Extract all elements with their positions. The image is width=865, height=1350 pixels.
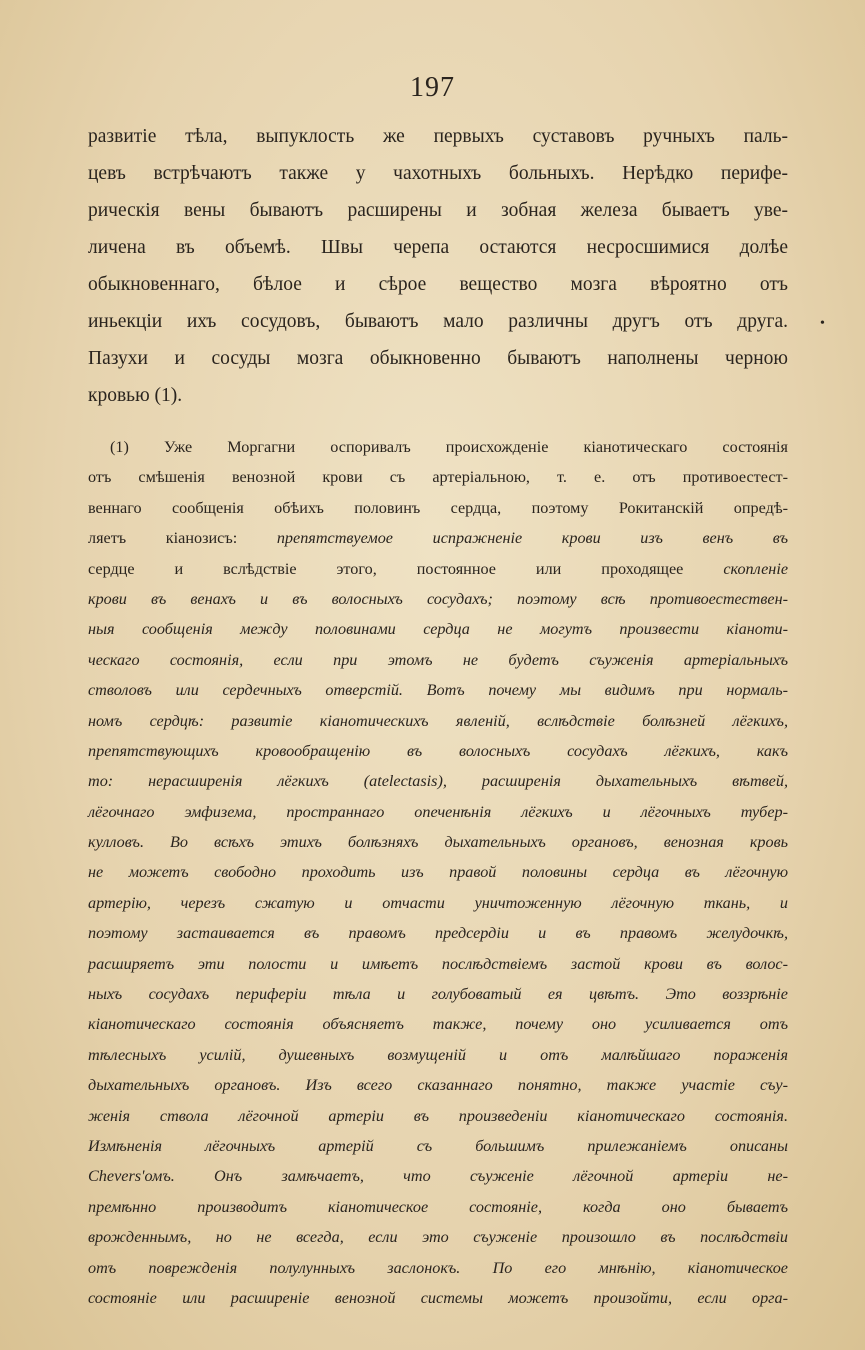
main-text-line: кровью (1).	[88, 385, 183, 406]
footnote-line: кулловъ. Во всѣхъ этихъ болѣзняхъ дыхательныхъ органовъ, венозная кровь	[88, 833, 788, 852]
footnote-line: женія ствола лёгочной артеріи въ произведеніи кіанотическаго состоянія.	[88, 1106, 788, 1125]
footnote-line: отъ смѣшенія венозной крови съ артеріальною, т. е. отъ противоестест-	[88, 468, 788, 487]
footnote-line: отъ поврежденія полулунныхъ заслонокъ. По его мнѣнію, кіанотическое	[88, 1258, 788, 1277]
footnote-line: сердце и вслѣдствіе этого, постоянное или проходящее скопленіе	[88, 559, 789, 578]
main-text-line: развитіе тѣла, выпуклость же первыхъ суставовъ ручныхъ паль-	[88, 126, 788, 147]
footnote-line: Измѣненія лёгочныхъ артерій съ большимъ прилежаніемъ описаны	[88, 1136, 788, 1155]
footnote-line: Chevers'омъ. Онъ замѣчаетъ, что съуженіе лёгочной артеріи не-	[88, 1167, 788, 1186]
main-text-line: личена въ объемѣ. Швы черепа остаются несросшимися долѣе	[88, 237, 788, 258]
footnote-line: кіанотическаго состоянія объясняетъ также, почему оно усиливается отъ	[88, 1015, 788, 1034]
footnote-line: премѣнно производитъ кіанотическое состояніе, когда оно бываетъ	[88, 1197, 788, 1216]
footnote-line: расширяетъ эти полости и имѣетъ послѣдствіемъ застой крови въ волос-	[88, 954, 788, 973]
footnote-line: номъ сердцѣ: развитіе кіанотическихъ явленій, вслѣдствіе болѣзней лёгкихъ,	[88, 711, 788, 730]
footnote-line: стволовъ или сердечныхъ отверстій. Вотъ почему мы видимъ при нормаль-	[88, 681, 788, 700]
footnote-line: (1) Уже Моргагни оспоривалъ происхожденіе кіанотическаго состоянія	[110, 438, 788, 456]
footnote-line: крови въ венахъ и въ волосныхъ сосудахъ; поэтому всѣ противоестествен-	[88, 589, 788, 608]
margin-dot: •	[820, 316, 825, 331]
footnote-line: состояніе или расширеніе венозной системы можетъ произойти, если орга-	[88, 1288, 788, 1307]
main-text-line: цевъ встрѣчаютъ также у чахотныхъ больныхъ. Нерѣдко перифе-	[88, 163, 788, 184]
main-text	[88, 118, 788, 414]
main-text-line: рическія вены бываютъ расширены и зобная железа бываетъ уве-	[88, 200, 788, 221]
footnote-line: веннаго сообщенія обѣихъ половинъ сердца, поэтому Рокитанскій опредѣ-	[88, 498, 788, 517]
footnote-line: то: нерасширенія лёгкихъ (atelectasis), расширенія дыхательныхъ вѣтвей,	[88, 772, 788, 791]
footnote-line: лёгочнаго эмфизема, пространнаго опеченѣнія лёгкихъ и лёгочныхъ тубер-	[88, 802, 788, 821]
footnote-line: артерію, черезъ сжатую и отчасти уничтоженную лёгочную ткань, и	[88, 893, 788, 912]
footnote-line: врожденнымъ, но не всегда, если это съуженіе произошло въ послѣдствіи	[88, 1228, 788, 1247]
main-text-line: обыкновеннаго, бѣлое и сѣрое вещество мозга вѣроятно отъ	[88, 274, 788, 295]
footnote-divider	[88, 394, 788, 395]
main-text-line: иньекціи ихъ сосудовъ, бываютъ мало различны другъ отъ друга.	[88, 311, 788, 332]
main-text-line: Пазухи и сосуды мозга обыкновенно бываютъ наполнены черною	[88, 348, 788, 369]
footnote	[88, 432, 788, 1313]
footnote-line: препятствующихъ кровообращенію въ волосныхъ сосудахъ лёгкихъ, какъ	[88, 741, 788, 760]
footnote-line: не можетъ свободно проходить изъ правой половины сердца въ лёгочную	[88, 863, 788, 882]
footnote-line: ныхъ сосудахъ периферіи тѣла и голубоватый ея цвѣтъ. Это воззрѣніе	[88, 985, 788, 1004]
footnote-line: ческаго состоянія, если при этомъ не будетъ съуженія артеріальныхъ	[88, 650, 788, 669]
page-number: 197	[410, 72, 455, 103]
footnote-line: тѣлесныхъ усилій, душевныхъ возмущеній и отъ малѣйшаго пораженія	[88, 1045, 788, 1064]
footnote-line: ныя сообщенія между половинами сердца не могутъ произвести кіаноти-	[88, 620, 788, 639]
footnote-line: дыхательныхъ органовъ. Изъ всего сказаннаго понятно, также участіе съу-	[88, 1076, 788, 1095]
footnote-line: поэтому застаивается въ правомъ предсердіи и въ правомъ желудочкѣ,	[88, 924, 788, 943]
footnote-line: ляетъ кіанозисъ: препятствуемое испражненіе крови изъ венъ въ	[88, 529, 788, 548]
